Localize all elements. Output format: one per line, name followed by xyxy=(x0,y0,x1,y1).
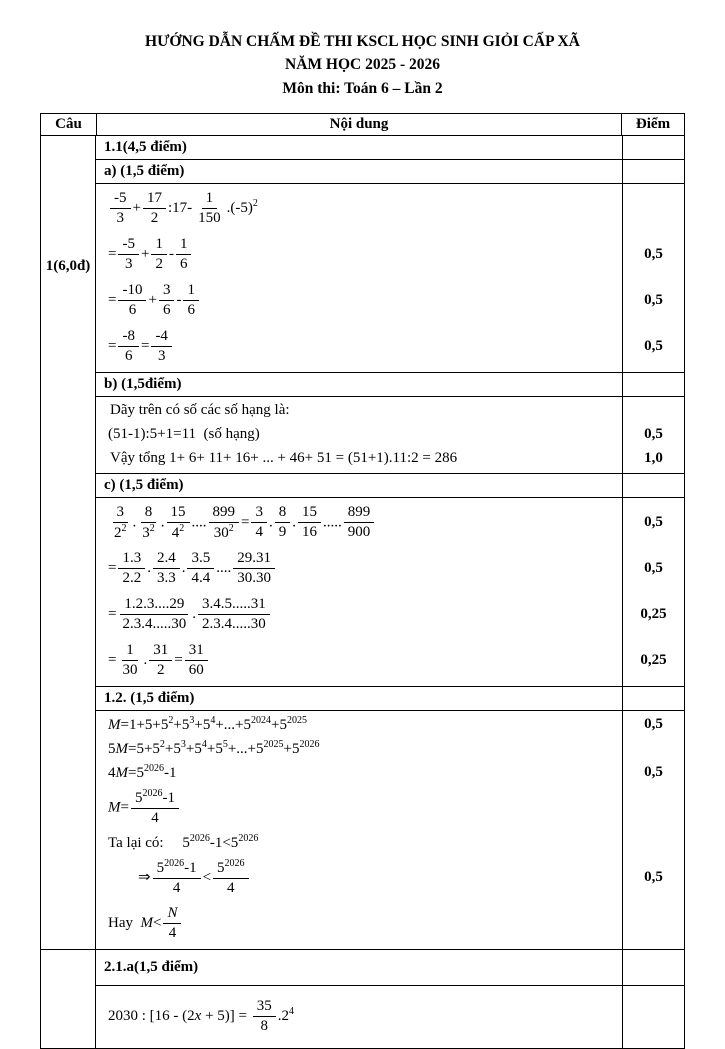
math-expression: Hay M< $\frac{N}{4}$ xyxy=(108,904,183,944)
superscript: 2026 xyxy=(299,738,320,750)
fraction: $\frac{5^{2026}-1}{4}$ xyxy=(131,789,179,828)
fraction: $\frac{15}{4^2}$ xyxy=(167,504,190,543)
row-points xyxy=(622,474,684,497)
row-points xyxy=(622,136,684,159)
fraction: $\frac{15}{16}$ xyxy=(298,504,321,542)
row-content xyxy=(96,711,622,949)
superscript: 2025 xyxy=(263,738,284,750)
question-2-sections xyxy=(96,950,684,1048)
fraction: $\frac{-4}{3}$ xyxy=(151,328,172,366)
math-expression: = $\frac{1.2.3....29}{2.3.4.....30}$ . $\frac{3.4.5.....31}{2.3.4.....30}$ xyxy=(108,595,272,635)
grading-table xyxy=(40,113,685,1049)
math-line xyxy=(104,592,614,638)
fraction: $\frac{-5}{3}$ xyxy=(110,190,131,228)
title-line-2: NĂM HỌC 2025 - 2026 xyxy=(285,56,440,74)
row-content xyxy=(96,986,622,1048)
fraction: $\frac{899}{900}$ xyxy=(344,504,375,542)
fraction: $\frac{3.5}{4.4}$ xyxy=(187,550,214,588)
math-line xyxy=(104,423,614,447)
superscript: 2026 xyxy=(142,787,163,799)
fraction: $\frac{3.4.5.....31}{2.3.4.....30}$ xyxy=(198,596,270,634)
math-expression: (51-1):5+1=11 (số hạng) xyxy=(108,426,260,443)
point-value: 0,25 xyxy=(640,606,667,623)
point-value: 0,5 xyxy=(644,426,663,443)
row-content xyxy=(96,136,622,159)
fraction: $\frac{1.2.3....29}{2.3.4.....30}$ xyxy=(118,596,190,634)
fraction: $\frac{1}{6}$ xyxy=(183,282,199,320)
fraction: $\frac{899}{30^2}$ xyxy=(209,504,240,543)
math-expression: 2030 : [16 - (2x + 5)] = $\frac{35}{8}$ $.2^4$ xyxy=(108,998,294,1035)
superscript: 2026 xyxy=(189,832,210,844)
fraction: $\frac{5^{2026}}{4}$ xyxy=(213,859,249,898)
superscript: 2 xyxy=(228,522,234,534)
section-heading: 2.1.a(1,5 điểm) xyxy=(104,958,199,975)
fraction: $\frac{N}{4}$ xyxy=(163,905,181,943)
fraction: $\frac{8}{3^2}$ xyxy=(142,503,155,541)
superscript: 2026 xyxy=(164,857,185,869)
math-line xyxy=(104,901,614,947)
point-value xyxy=(623,785,684,831)
math-expression: = $\frac{-5}{3}$ + $\frac{1}{2}$ - $\frac{1}{6}$ xyxy=(108,235,193,275)
math-line xyxy=(104,761,614,785)
superscript: 2025 xyxy=(286,714,307,726)
row-content xyxy=(96,160,622,183)
row-points xyxy=(622,711,684,949)
header-diem: Điểm xyxy=(621,114,684,135)
row-content xyxy=(96,687,622,710)
row-points xyxy=(622,986,684,1048)
math-line xyxy=(104,785,614,831)
superscript: 2 xyxy=(252,198,258,210)
row-content xyxy=(96,950,622,985)
math-expression: = $\frac{-10}{6}$ + $\frac{3}{6}$ - $\frac{1}{6}$ xyxy=(108,281,201,321)
math-expression: = $\frac{1.3}{2.2}$ . $\frac{2.4}{3.3}$ . $\frac{3.5}{4.4}$ .... $\frac{29.31}{30.30}$ xyxy=(108,549,277,589)
table-row xyxy=(96,396,684,473)
row-points xyxy=(622,160,684,183)
superscript: 2 xyxy=(159,738,165,750)
superscript: 2 xyxy=(149,522,155,534)
row-content xyxy=(96,184,622,372)
question-1-block xyxy=(41,136,684,949)
row-points xyxy=(622,687,684,710)
superscript: 2026 xyxy=(238,832,259,844)
fraction: $\frac{8}{9}$ xyxy=(275,504,291,542)
superscript: 2026 xyxy=(224,857,245,869)
point-value xyxy=(623,186,684,232)
superscript: 3 xyxy=(189,714,195,726)
math-expression: = $\frac{1}{30}$ . $\frac{31}{2}$ = $\frac{31}{60}$ xyxy=(108,641,210,681)
math-line xyxy=(104,638,614,684)
math-expression: $4M=5^{2026}-1$ xyxy=(108,762,177,781)
fraction: $\frac{-10}{6}$ xyxy=(118,282,146,320)
table-row xyxy=(96,473,684,497)
superscript: 4 xyxy=(201,738,207,750)
fraction: $\frac{35}{8}$ xyxy=(253,998,276,1036)
question-1-sections xyxy=(96,136,684,949)
point-value: 1,0 xyxy=(644,450,663,467)
question-1-label: 1(6,0đ) xyxy=(41,136,96,949)
text-line: Vậy tổng 1+ 6+ 11+ 16+ ... + 46+ 51 = (51+1).11:2 = 286 xyxy=(110,450,458,467)
superscript: 4 xyxy=(289,1006,294,1018)
math-expression: $\frac{3}{2^2}$ . $\frac{8}{3^2}$ . $\frac{15}{4^2}$ .... $\frac{899}{30^2}$ = $\frac{3}{4}$ . $\frac{8}{9}$ . $\frac{15}{16}$ ..... $\frac{899}{900}$ xyxy=(108,503,376,544)
table-row xyxy=(96,159,684,183)
fraction: $\frac{29.31}{30.30}$ xyxy=(233,550,275,588)
math-line xyxy=(104,831,614,855)
math-line xyxy=(104,278,614,324)
fraction: $\frac{1}{150}$ xyxy=(198,190,221,227)
header-cau: Câu xyxy=(41,114,97,135)
superscript: 3 xyxy=(180,738,186,750)
math-line xyxy=(104,232,614,278)
math-line xyxy=(104,994,614,1040)
fraction: $\frac{1}{30}$ xyxy=(122,642,138,679)
point-value: 0,5 xyxy=(644,560,663,577)
superscript: 2 xyxy=(168,714,174,726)
question-2-label xyxy=(41,950,96,1048)
math-expression: $M=1+5+5^2+5^3+5^4+...+5^{2024}+5^{2025}$ xyxy=(108,714,307,733)
fraction: $\frac{-5}{3}$ xyxy=(118,236,139,274)
math-line xyxy=(104,546,614,592)
row-content xyxy=(96,373,622,396)
fraction: $\frac{2.4}{3.3}$ xyxy=(153,550,180,588)
table-row xyxy=(96,710,684,949)
math-line xyxy=(104,737,614,761)
table-row xyxy=(96,985,684,1048)
math-expression: $5M=5+5^2+5^3+5^4+5^5+...+5^{2025}+5^{2026}$ xyxy=(108,738,320,757)
superscript: 4 xyxy=(210,714,216,726)
title-line-1: HƯỚNG DẪN CHẤM ĐỀ THI KSCL HỌC SINH GIỎI CẤP XÃ xyxy=(145,33,580,50)
superscript: 2026 xyxy=(143,762,164,774)
row-points xyxy=(622,397,684,473)
section-heading: a) (1,5 điểm) xyxy=(104,162,185,179)
table-row xyxy=(96,183,684,372)
fraction: $\frac{31}{2}$ xyxy=(149,642,172,680)
table-row xyxy=(96,950,684,985)
math-line xyxy=(104,855,614,901)
row-points xyxy=(622,373,684,396)
point-value xyxy=(623,831,684,855)
section-heading: 1.2. (1,5 điểm) xyxy=(104,689,195,706)
fraction: $\frac{1.3}{2.2}$ xyxy=(118,550,145,588)
section-heading: b) (1,5điểm) xyxy=(104,375,182,392)
row-content xyxy=(96,397,622,473)
header-noidung: Nội dung xyxy=(329,115,389,132)
fraction: $\frac{17}{2}$ xyxy=(143,190,166,228)
section-heading: 1.1(4,5 điểm) xyxy=(104,138,187,155)
math-expression: $\frac{-5}{3}$ + $\frac{17}{2}$ :17- $\frac{1}{150}$ $.(-5)^2$ xyxy=(108,189,258,229)
row-points xyxy=(622,950,684,985)
point-value xyxy=(623,737,684,761)
text-line: Dãy trên có số các số hạng là: xyxy=(110,402,290,419)
question-2-block xyxy=(41,949,684,1048)
math-expression: M= $\frac{5^{2026}-1}{4}$ xyxy=(108,788,181,829)
superscript: 2024 xyxy=(251,714,271,726)
section-heading: c) (1,5 điểm) xyxy=(104,476,184,493)
point-value: 0,5 xyxy=(644,764,663,781)
table-header-row xyxy=(41,114,684,136)
table-row xyxy=(96,136,684,159)
math-expression: Ta lại có: $5^{2026}-1<5^{2026}$ xyxy=(108,832,259,851)
point-value: 0,5 xyxy=(644,869,663,886)
superscript: 2 xyxy=(121,522,127,534)
title-block xyxy=(40,30,685,100)
point-value: 0,5 xyxy=(644,716,663,733)
fraction: $\frac{31}{60}$ xyxy=(185,642,208,680)
fraction: $\frac{1}{2}$ xyxy=(151,236,167,274)
math-line xyxy=(104,500,614,546)
row-points xyxy=(622,184,684,372)
math-line xyxy=(104,186,614,232)
fraction: $\frac{1}{6}$ xyxy=(176,236,192,274)
row-content xyxy=(96,474,622,497)
table-row xyxy=(96,497,684,686)
point-value: 0,5 xyxy=(644,246,663,263)
fraction: $\frac{3}{2^2}$ xyxy=(114,503,127,541)
point-value: 0,5 xyxy=(644,338,663,355)
row-content xyxy=(96,498,622,686)
point-value xyxy=(623,988,684,1034)
fraction: $\frac{-8}{6}$ xyxy=(118,328,139,366)
superscript: 5 xyxy=(222,738,228,750)
point-value xyxy=(623,901,684,947)
table-row xyxy=(96,372,684,396)
math-line xyxy=(104,324,614,370)
math-expression: ⇒ $\frac{5^{2026}-1}{4}$ < $\frac{5^{2026}}{4}$ xyxy=(108,858,251,899)
point-value: 0,5 xyxy=(644,514,663,531)
point-value xyxy=(623,399,684,423)
point-value: 0,25 xyxy=(640,652,667,669)
math-expression: = $\frac{-8}{6}$ = $\frac{-4}{3}$ xyxy=(108,327,174,367)
fraction: $\frac{3}{4}$ xyxy=(251,504,267,542)
table-row xyxy=(96,686,684,710)
point-value: 0,5 xyxy=(644,292,663,309)
title-line-3: Môn thi: Toán 6 – Lần 2 xyxy=(282,79,443,97)
row-points xyxy=(622,498,684,686)
fraction: $\frac{5^{2026}-1}{4}$ xyxy=(153,859,201,898)
fraction: $\frac{3}{6}$ xyxy=(159,282,175,320)
superscript: 2 xyxy=(179,522,185,534)
math-line xyxy=(104,713,614,737)
